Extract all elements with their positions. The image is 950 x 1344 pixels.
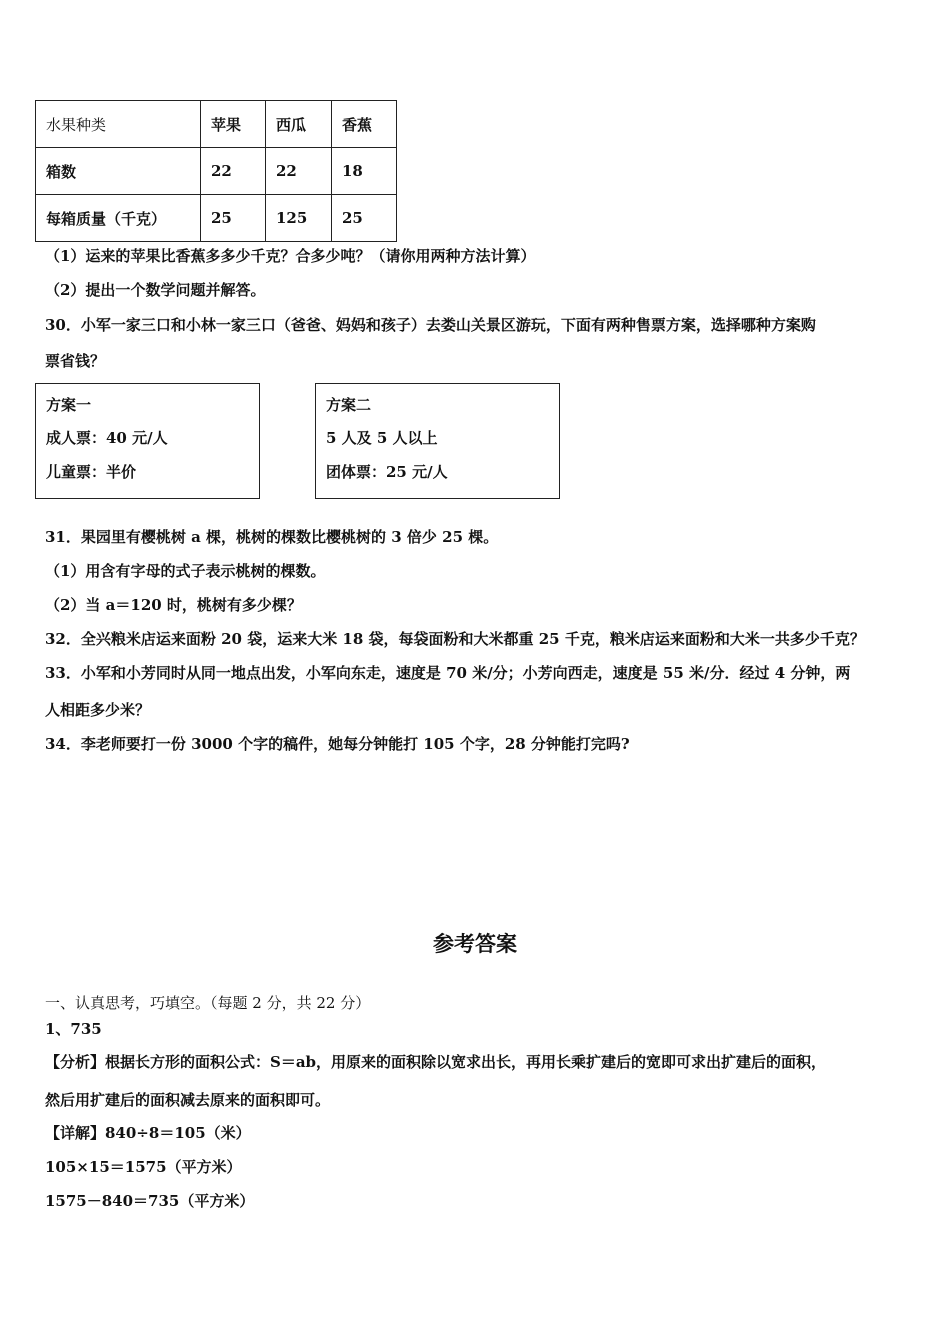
table-cell: 水果种类 bbox=[36, 101, 201, 148]
q34-text: 34．李老师要打一份 3000 个字的稿件，她每分钟能打 105 个字，28 分钟能打完吗? bbox=[45, 735, 630, 753]
answer-calc-2: 1575－840＝735（平方米） bbox=[45, 1192, 255, 1210]
table-row bbox=[36, 195, 397, 242]
q33-line2: 人相距多少米？ bbox=[45, 701, 151, 719]
q33-line1: 33．小军和小芳同时从同一地点出发，小军向东走，速度是 70 米/分；小芳向西走，速度是 55 米/分．经过 4 分钟，两 bbox=[45, 664, 851, 682]
q30-line2: 票省钱？ bbox=[45, 352, 106, 370]
answers-title: 参考答案 bbox=[433, 931, 517, 956]
q30-line1: 30．小军一家三口和小林一家三口（爸爸、妈妈和孩子）去娄山关景区游玩，下面有两种售票方案，选择哪种方案购 bbox=[45, 316, 816, 334]
q31-sub1: （1）用含有字母的式子表示桃树的棵数。 bbox=[45, 562, 326, 580]
table-row bbox=[36, 148, 397, 195]
answers-section-heading: 一、认真思考，巧填空。（每题 2 分，共 22 分） bbox=[45, 994, 371, 1012]
plan-two-box bbox=[315, 383, 560, 499]
fruit-table bbox=[35, 100, 397, 242]
plan-one-adult-price: 成人票：40 元/人 bbox=[46, 429, 168, 447]
answer-detail: 【详解】840÷8＝105（米） bbox=[45, 1124, 251, 1142]
answer-calc-1: 105×15＝1575（平方米） bbox=[45, 1158, 242, 1176]
plan-one-child-price: 儿童票：半价 bbox=[46, 463, 137, 481]
table-cell: 18 bbox=[332, 148, 397, 195]
table-cell: 箱数 bbox=[36, 148, 201, 195]
table-cell: 25 bbox=[201, 195, 266, 242]
q32-text: 32．全兴粮米店运来面粉 20 袋，运来大米 18 袋，每袋面粉和大米都重 25 千克，粮米店运来面粉和大米一共多少千克？ bbox=[45, 630, 865, 648]
table-cell: 香蕉 bbox=[332, 101, 397, 148]
plan-one-box bbox=[35, 383, 260, 499]
q31-stem: 31．果园里有樱桃树 a 棵，桃树的棵数比樱桃树的 3 倍少 25 棵。 bbox=[45, 528, 499, 546]
table-cell: 西瓜 bbox=[266, 101, 332, 148]
plan-two-group-price: 团体票：25 元/人 bbox=[326, 463, 448, 481]
q31-sub2: （2）当 a＝120 时，桃树有多少棵？ bbox=[45, 596, 302, 614]
answer-item-1: 1、735 bbox=[45, 1020, 102, 1038]
plan-two-condition: 5 人及 5 人以上 bbox=[326, 429, 438, 447]
plan-two-title: 方案二 bbox=[326, 396, 372, 414]
table-cell: 125 bbox=[266, 195, 332, 242]
table-cell: 22 bbox=[201, 148, 266, 195]
table-cell: 苹果 bbox=[201, 101, 266, 148]
plan-one-title: 方案一 bbox=[46, 396, 92, 414]
q29-sub1: （1）运来的苹果比香蕉多多少千克？合多少吨？（请你用两种方法计算） bbox=[45, 247, 536, 265]
table-cell: 22 bbox=[266, 148, 332, 195]
q29-sub2: （2）提出一个数学问题并解答。 bbox=[45, 281, 266, 299]
answer-analysis-line2: 然后用扩建后的面积减去原来的面积即可。 bbox=[45, 1091, 331, 1109]
table-header-row bbox=[36, 101, 397, 148]
table-cell: 25 bbox=[332, 195, 397, 242]
table-cell: 每箱质量（千克） bbox=[36, 195, 201, 242]
answer-analysis-line1: 【分析】根据长方形的面积公式：S＝ab，用原来的面积除以宽求出长，再用长乘扩建后的宽即可求出扩建后的面积， bbox=[45, 1053, 827, 1071]
